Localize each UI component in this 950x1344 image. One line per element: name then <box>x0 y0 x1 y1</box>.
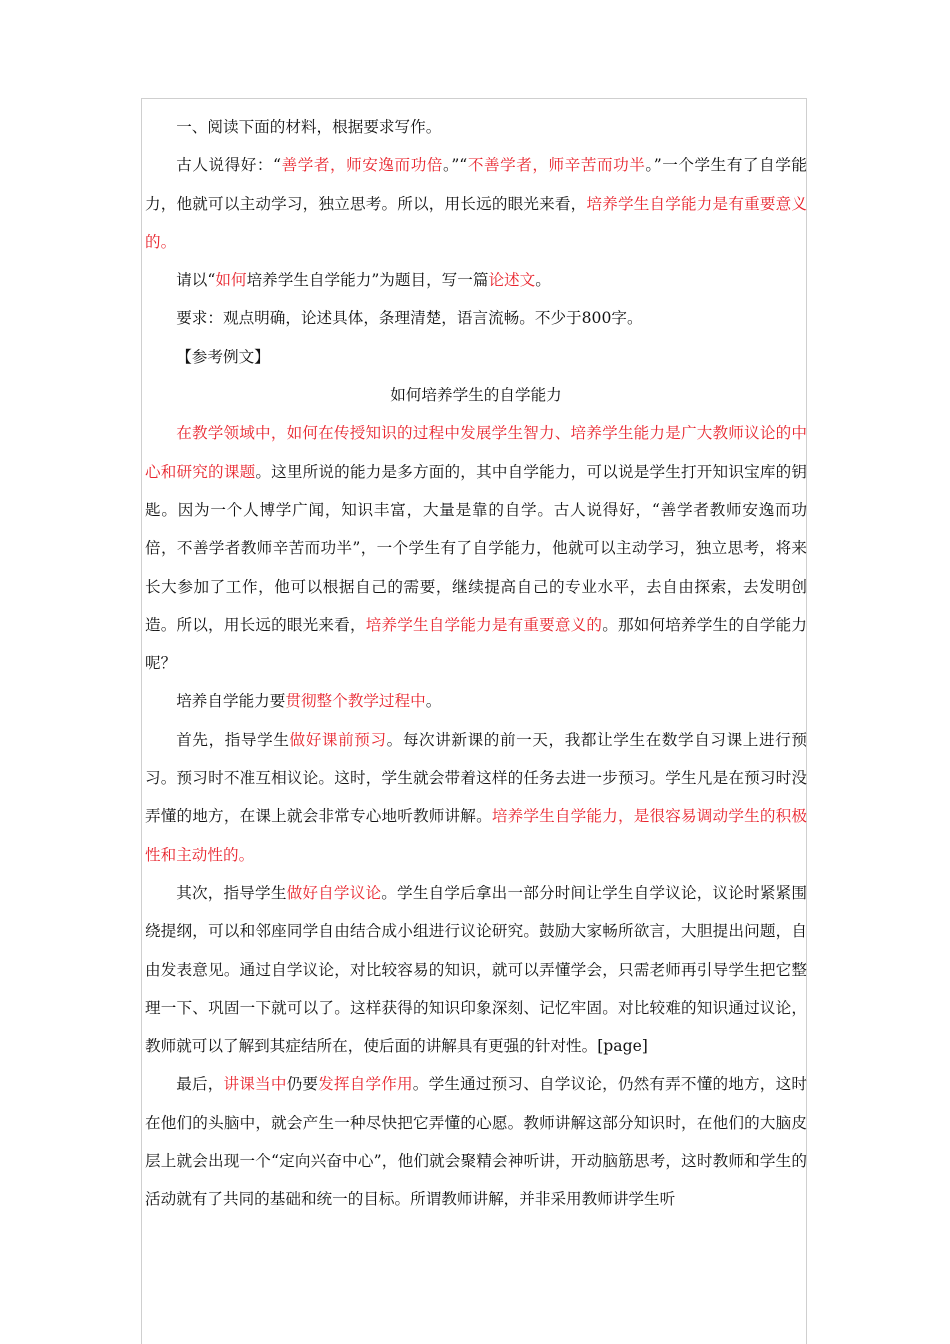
body-text: 。那如何培养学生的自学能力呢？ <box>145 615 807 673</box>
body-text: 培养学生自学能力”为题目，写一篇 <box>246 271 489 290</box>
body-text: 。这里所说的能力是多方面的，其中自学能力，可以说是学生打开知识宝库的钥匙。因为一个人博学广闻，知识丰富，大量是靠的自学。古人说得好，“善学者教师安逸而功倍，不善学者教师辛苦而功半”，一个学生有了自学能力，他就可以主动学习，独立思考，将来长大参加了工作，他可以根据自己的需要，继续提高自己的专业水平，去自由探索，去发明创造。所以，用长远的眼光来看， <box>145 462 807 634</box>
highlighted-text: 发挥自学作用 <box>318 1075 413 1094</box>
body-text: 首先，指导学生 <box>176 730 290 749</box>
highlighted-text: 做好课前预习 <box>289 730 387 749</box>
body-text: 请以“ <box>176 271 216 290</box>
essay-paragraph-5 <box>145 1065 807 1218</box>
task-heading: 一、阅读下面的材料，根据要求写作。 <box>176 118 442 136</box>
highlighted-text: 如何 <box>215 271 247 290</box>
body-text: 。每次讲新课的前一天，我都让学生在数学自习课上进行预习。预习时不准互相议论。这时，学生就会带着这样的任务去进一步预习。学生凡是在预习时没弄懂的地方，在课上就会非常专心地听教师讲解。 <box>145 730 807 826</box>
essay-title: 如何培养学生的自学能力 <box>390 386 562 405</box>
essay-paragraph-3 <box>145 721 807 874</box>
highlighted-text: 贯彻整个教学过程中 <box>285 692 426 711</box>
essay-paragraph-1 <box>145 414 807 682</box>
essay-paragraph-4 <box>145 874 807 1065</box>
body-text: 古人说得好：“ <box>176 156 282 175</box>
body-text: 。 <box>535 271 551 290</box>
highlighted-text: 做好自学议论 <box>286 883 382 902</box>
highlighted-text: 论述文 <box>488 271 536 290</box>
body-text: 最后， <box>176 1075 224 1094</box>
body-text: 。 <box>425 692 442 711</box>
body-text: 。”“ <box>442 156 468 175</box>
body-text: 。学生通过预习、自学议论，仍然有弄不懂的地方，这时在他们的头脑中，就会产生一种尽快把它弄懂的心愿。教师讲解这部分知识时，在他们的大脑皮层上就会出现一个“定向兴奋中心”，他们就会聚精会神听讲，开动脑筋思考，这时教师和学生的活动就有了共同的基础和统一的目标。所谓教师讲解，并非采用教师讲学生听 <box>145 1075 807 1209</box>
highlighted-text: 讲课当中 <box>223 1075 287 1094</box>
body-text: 仍要 <box>286 1075 319 1094</box>
body-text: 其次，指导学生 <box>176 883 287 902</box>
example-label: 【参考例文】 <box>176 347 270 366</box>
highlighted-text: 培养学生自学能力是有重要意义的 <box>365 615 603 634</box>
highlighted-text: 不善学者，师辛苦而功半 <box>467 156 646 175</box>
document-body <box>145 108 807 1219</box>
requirement-paragraph: 要求：观点明确，论述具体，条理清楚，语言流畅。不少于800字。 <box>176 309 643 328</box>
highlighted-text: 善学者，师安逸而功倍 <box>281 156 443 175</box>
body-text: 。”一个学生有了自学能力，他就可以主动学习，独立思考。所以，用长远的眼光来看， <box>145 156 807 213</box>
highlighted-text: 在教学领域中，如何在传授知识的过程中发展学生智力、培养学生能力是广大教师议论的中心和研究的课题 <box>145 424 807 481</box>
body-text: 。学生自学后拿出一部分时间让学生自学议论，议论时紧紧围绕提纲，可以和邻座同学自由结合成小组进行议论研究。鼓励大家畅所欲言，大胆提出问题，自由发表意见。通过自学议论，对比较容易的知识，就可以弄懂学会，只需老师再引导学生把它整理一下、巩固一下就可以了。这样获得的知识印象深刻、记忆牢固。对比较难的知识通过议论，教师就可以了解到其症结所在，使后面的讲解具有更强的针对性。[page] <box>145 883 807 1056</box>
body-text: 培养自学能力要 <box>176 692 286 711</box>
prompt-paragraph <box>145 261 807 299</box>
material-paragraph <box>145 146 807 261</box>
essay-paragraph-2 <box>145 682 807 720</box>
highlighted-text: 培养学生自学能力，是很容易调动学生的积极性和主动性的。 <box>145 807 807 864</box>
highlighted-text: 培养学生自学能力是有重要意义的。 <box>145 194 807 251</box>
